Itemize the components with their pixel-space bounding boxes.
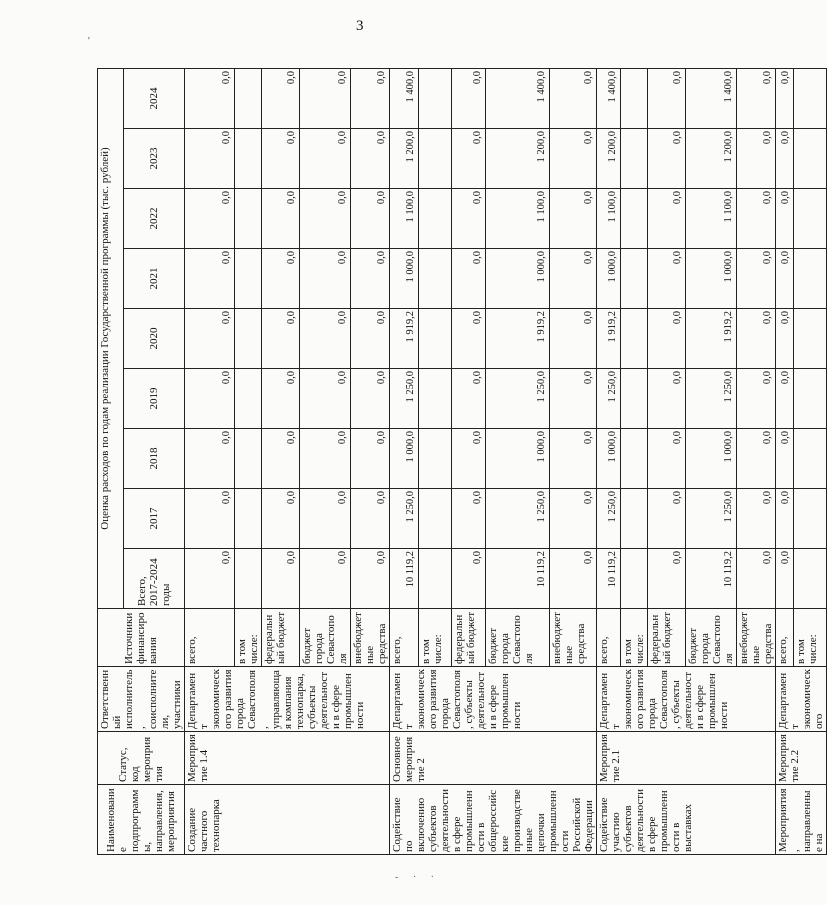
header-row-1 [98, 68, 124, 854]
cell-year-value: 0,0 [648, 489, 686, 549]
cell-year-value [621, 309, 648, 369]
cell-name: Содействие по включению субъектов деятельности в сфере промышленности в общероссийские производственные цепочки промышленности Российской Федерации [390, 785, 597, 855]
cell-year-value: 1 400,0 [390, 68, 419, 128]
rotated-table-area [97, 69, 825, 855]
cell-year-value: 1 919,2 [486, 309, 549, 369]
cell-year-value: 0,0 [300, 429, 351, 489]
cell-source: бюджет города Севастополя [686, 609, 737, 667]
expenditure-table [97, 68, 827, 855]
cell-year-value: 0,0 [452, 249, 486, 309]
cell-year-value: 0,0 [262, 489, 300, 549]
cell-year-value: 1 000,0 [390, 249, 419, 309]
cell-year-value: 0,0 [262, 249, 300, 309]
cell-year-value: 0,0 [300, 68, 351, 128]
cell-year-value: 1 000,0 [390, 429, 419, 489]
cell-total: 0,0 [737, 549, 776, 609]
cell-source: федеральный бюджет [262, 609, 300, 667]
cell-year-value: 1 100,0 [686, 189, 737, 249]
cell-year-value: 0,0 [452, 129, 486, 189]
cell-year-value: 0,0 [351, 309, 390, 369]
cell-year-value [794, 429, 827, 489]
cell-year-value: 0,0 [300, 369, 351, 429]
cell-source: внебюджетные средства [549, 609, 597, 667]
cell-year-value: 0,0 [262, 369, 300, 429]
cell-year-value: 0,0 [549, 129, 597, 189]
header-year: 2022 [124, 189, 185, 249]
cell-year-value: 0,0 [737, 309, 776, 369]
cell-year-value [235, 309, 262, 369]
cell-year-value: 1 250,0 [686, 489, 737, 549]
cell-year-value: 0,0 [452, 429, 486, 489]
cell-year-value: 0,0 [648, 189, 686, 249]
cell-total [621, 549, 648, 609]
cell-year-value: 0,0 [262, 309, 300, 369]
cell-year-value [235, 129, 262, 189]
cell-responsible: Департамент экономического развития города Севастополя, управляющая компания технопарка, субъекты деятельности в сфере промышленности [185, 667, 390, 732]
cell-source: в том числе: [235, 609, 262, 667]
cell-year-value: 1 000,0 [597, 249, 621, 309]
cell-total: 10 119,2 [486, 549, 549, 609]
cell-year-value: 1 200,0 [597, 129, 621, 189]
cell-year-value [235, 189, 262, 249]
cell-source: федеральный бюджет [648, 609, 686, 667]
cell-year-value: 0,0 [737, 429, 776, 489]
cell-year-value: 1 919,2 [597, 309, 621, 369]
cell-status: Основное мероприятие 2 [390, 732, 597, 785]
cell-year-value: 0,0 [549, 429, 597, 489]
cell-year-value: 0,0 [737, 369, 776, 429]
cell-year-value: 0,0 [737, 189, 776, 249]
scan-specks: - · · [395, 872, 440, 883]
header-estimate: Оценка расходов по годам реализации Государственной программы (тыс. рублей) [98, 68, 124, 608]
cell-source: внебюджетные средства [737, 609, 776, 667]
cell-year-value: 0,0 [185, 309, 235, 369]
cell-year-value: 1 250,0 [597, 369, 621, 429]
cell-year-value: 0,0 [351, 249, 390, 309]
table-row [185, 68, 235, 854]
cell-year-value [621, 189, 648, 249]
cell-year-value: 0,0 [648, 429, 686, 489]
cell-year-value: 1 100,0 [390, 189, 419, 249]
cell-year-value: 0,0 [549, 189, 597, 249]
cell-year-value: 0,0 [648, 249, 686, 309]
cell-year-value: 1 400,0 [486, 68, 549, 128]
header-total: Всего, 2017-2024 годы [124, 549, 185, 609]
header-year: 2018 [124, 429, 185, 489]
cell-source: бюджет города Севастополя [486, 609, 549, 667]
cell-year-value: 1 250,0 [390, 489, 419, 549]
cell-year-value: 0,0 [776, 369, 794, 429]
cell-responsible: Департамент экономического развития города Севастополя, субъекты деятельности в сфере промышленности [390, 667, 597, 732]
cell-year-value [419, 489, 452, 549]
cell-year-value: 0,0 [776, 489, 794, 549]
header-year: 2017 [124, 489, 185, 549]
cell-year-value: 0,0 [351, 129, 390, 189]
cell-total: 0,0 [262, 549, 300, 609]
cell-total [794, 549, 827, 609]
cell-year-value [621, 129, 648, 189]
cell-year-value [794, 489, 827, 549]
cell-year-value: 1 250,0 [390, 369, 419, 429]
cell-total: 0,0 [185, 549, 235, 609]
cell-year-value [794, 129, 827, 189]
cell-year-value: 0,0 [776, 189, 794, 249]
cell-total: 10 119,2 [390, 549, 419, 609]
cell-year-value: 0,0 [452, 68, 486, 128]
cell-year-value: 0,0 [300, 129, 351, 189]
cell-year-value [235, 489, 262, 549]
cell-year-value: 0,0 [737, 489, 776, 549]
cell-year-value: 1 400,0 [686, 68, 737, 128]
cell-source: всего, [597, 609, 621, 667]
cell-total: 0,0 [452, 549, 486, 609]
cell-year-value: 0,0 [351, 68, 390, 128]
cell-year-value: 0,0 [262, 68, 300, 128]
cell-source: всего, [776, 609, 794, 667]
cell-year-value: 0,0 [185, 68, 235, 128]
header-year: 2023 [124, 129, 185, 189]
cell-year-value: 1 000,0 [486, 249, 549, 309]
cell-year-value [621, 249, 648, 309]
margin-mark: ' [88, 36, 90, 47]
cell-year-value: 1 200,0 [486, 129, 549, 189]
cell-year-value: 0,0 [262, 189, 300, 249]
cell-year-value: 1 200,0 [686, 129, 737, 189]
cell-year-value: 1 100,0 [486, 189, 549, 249]
cell-year-value: 0,0 [452, 369, 486, 429]
cell-year-value: 0,0 [185, 129, 235, 189]
cell-year-value: 0,0 [185, 429, 235, 489]
cell-name: Содействие участию субъектов деятельности в сфере промышленности в выставках [597, 785, 776, 855]
cell-total: 0,0 [648, 549, 686, 609]
cell-year-value [621, 489, 648, 549]
cell-year-value: 0,0 [351, 189, 390, 249]
cell-year-value: 1 000,0 [597, 429, 621, 489]
cell-year-value: 1 250,0 [486, 489, 549, 549]
cell-year-value [235, 369, 262, 429]
cell-year-value [419, 129, 452, 189]
cell-year-value: 0,0 [262, 129, 300, 189]
header-year: 2019 [124, 369, 185, 429]
table-row [776, 68, 794, 854]
cell-status: Мероприятие 2.1 [597, 732, 776, 785]
header-source: Источники финансирования [98, 609, 185, 667]
table-row [597, 68, 621, 854]
cell-total: 0,0 [776, 549, 794, 609]
cell-total [235, 549, 262, 609]
cell-year-value: 0,0 [185, 489, 235, 549]
cell-year-value: 0,0 [185, 369, 235, 429]
cell-year-value [794, 309, 827, 369]
cell-year-value: 0,0 [185, 249, 235, 309]
cell-year-value: 0,0 [351, 429, 390, 489]
cell-year-value: 1 000,0 [686, 429, 737, 489]
cell-year-value: 0,0 [351, 369, 390, 429]
cell-year-value: 1 100,0 [597, 189, 621, 249]
cell-year-value: 0,0 [776, 249, 794, 309]
cell-total [419, 549, 452, 609]
cell-name: Создание частного технопарка [185, 785, 390, 855]
cell-year-value: 1 250,0 [597, 489, 621, 549]
cell-year-value [235, 249, 262, 309]
cell-year-value: 1 000,0 [486, 429, 549, 489]
cell-year-value: 0,0 [262, 429, 300, 489]
cell-year-value: 1 250,0 [686, 369, 737, 429]
cell-year-value [794, 249, 827, 309]
cell-year-value [794, 369, 827, 429]
cell-year-value: 1 400,0 [597, 68, 621, 128]
header-year: 2024 [124, 68, 185, 128]
cell-year-value: 0,0 [185, 189, 235, 249]
cell-year-value: 1 250,0 [486, 369, 549, 429]
cell-year-value: 0,0 [737, 129, 776, 189]
cell-total: 0,0 [300, 549, 351, 609]
cell-year-value: 0,0 [737, 249, 776, 309]
cell-year-value: 0,0 [776, 129, 794, 189]
cell-year-value: 0,0 [776, 309, 794, 369]
cell-year-value: 0,0 [300, 249, 351, 309]
cell-source: в том числе: [621, 609, 648, 667]
cell-year-value [235, 68, 262, 128]
cell-source: федеральный бюджет [452, 609, 486, 667]
cell-year-value [621, 369, 648, 429]
cell-year-value: 0,0 [300, 489, 351, 549]
cell-year-value: 0,0 [648, 68, 686, 128]
cell-year-value [621, 429, 648, 489]
cell-source: всего, [185, 609, 235, 667]
cell-year-value: 0,0 [351, 489, 390, 549]
cell-year-value: 0,0 [300, 189, 351, 249]
cell-year-value [235, 429, 262, 489]
cell-year-value: 0,0 [648, 309, 686, 369]
cell-year-value: 0,0 [776, 68, 794, 128]
cell-source: всего, [390, 609, 419, 667]
header-name: Наименование подпрограммы, направления, мероприятия [98, 785, 185, 855]
cell-source: бюджет города Севастополя [300, 609, 351, 667]
cell-year-value [794, 189, 827, 249]
cell-year-value: 1 000,0 [686, 249, 737, 309]
cell-year-value [419, 369, 452, 429]
header-responsible: Ответственный исполнитель, соисполнители, участники [98, 667, 185, 732]
cell-year-value: 0,0 [452, 309, 486, 369]
cell-year-value: 0,0 [737, 68, 776, 128]
cell-total: 0,0 [351, 549, 390, 609]
cell-source: в том числе: [419, 609, 452, 667]
header-year: 2020 [124, 309, 185, 369]
cell-year-value: 0,0 [452, 489, 486, 549]
cell-year-value: 0,0 [549, 68, 597, 128]
cell-total: 10 119,2 [686, 549, 737, 609]
cell-year-value: 0,0 [648, 129, 686, 189]
cell-year-value: 0,0 [452, 189, 486, 249]
cell-name: Мероприятия, направленные на [776, 785, 827, 855]
cell-total: 0,0 [549, 549, 597, 609]
cell-year-value: 0,0 [549, 369, 597, 429]
cell-responsible: Департамент экономического развития города Севастополя, субъекты деятельности в сфере промышленности [597, 667, 776, 732]
cell-year-value: 0,0 [549, 249, 597, 309]
cell-total: 10 119,2 [597, 549, 621, 609]
cell-year-value: 0,0 [648, 369, 686, 429]
cell-year-value: 0,0 [300, 309, 351, 369]
cell-year-value [794, 68, 827, 128]
cell-year-value: 1 200,0 [390, 129, 419, 189]
cell-year-value [419, 429, 452, 489]
cell-year-value: 0,0 [549, 309, 597, 369]
cell-status: Мероприятие 2.2 [776, 732, 827, 785]
cell-source: внебюджетные средства [351, 609, 390, 667]
table-row [390, 68, 419, 854]
cell-source: в том числе: [794, 609, 827, 667]
cell-year-value: 0,0 [549, 489, 597, 549]
cell-year-value [419, 249, 452, 309]
cell-year-value [419, 68, 452, 128]
header-status: Статус, код мероприятия [98, 732, 185, 785]
cell-year-value: 1 919,2 [390, 309, 419, 369]
cell-year-value [419, 189, 452, 249]
cell-status: Мероприятие 1.4 [185, 732, 390, 785]
cell-year-value [621, 68, 648, 128]
cell-year-value [419, 309, 452, 369]
cell-year-value: 0,0 [776, 429, 794, 489]
cell-responsible: Департамент экономического [776, 667, 827, 732]
header-year: 2021 [124, 249, 185, 309]
page-number: 3 [356, 18, 364, 34]
cell-year-value: 1 919,2 [686, 309, 737, 369]
